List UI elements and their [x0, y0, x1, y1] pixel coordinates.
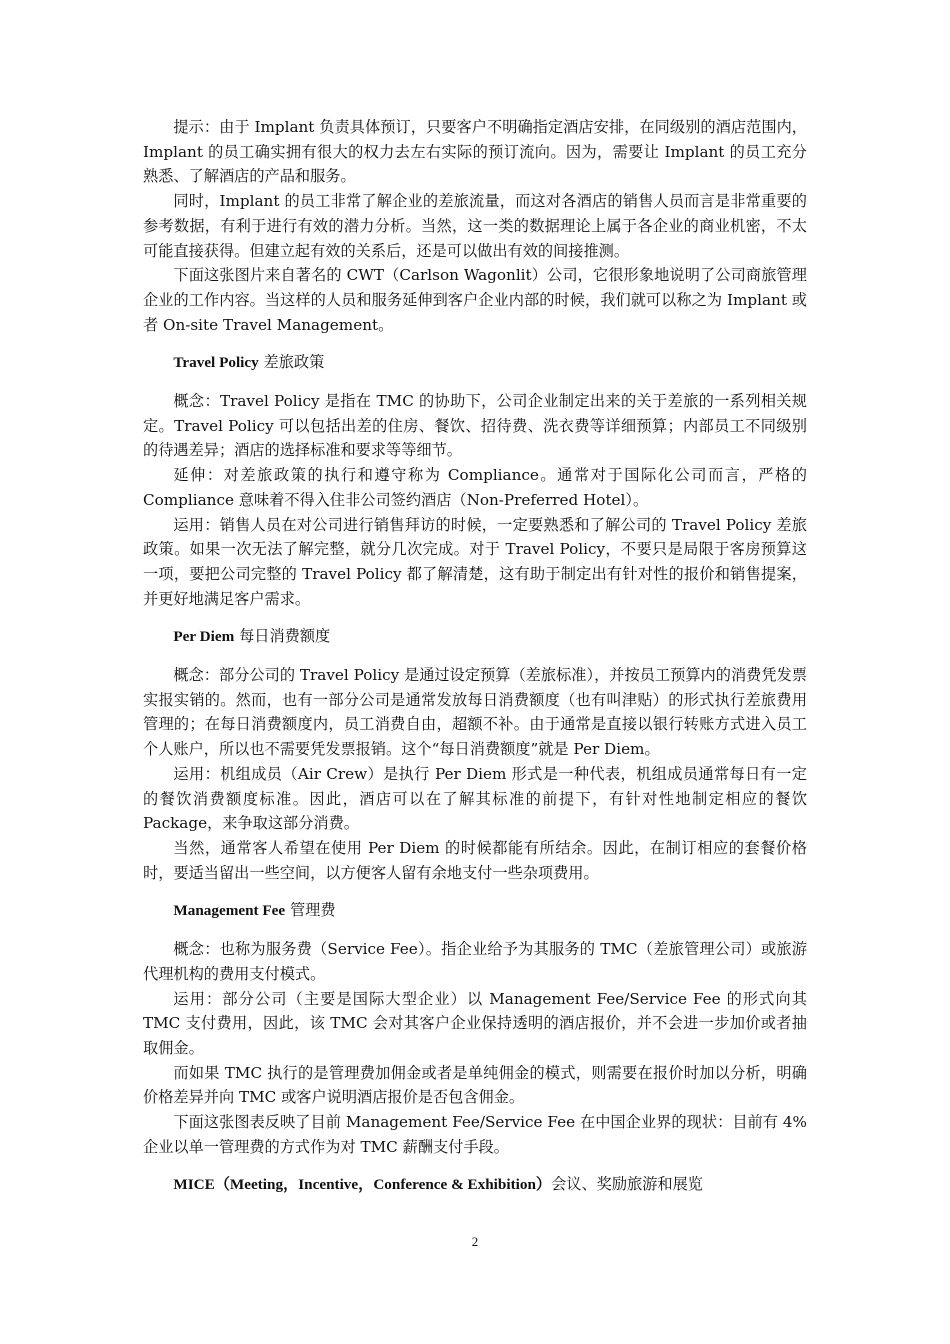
heading-travel-policy-en: Travel Policy — [173, 354, 259, 372]
heading-per-diem-en: Per Diem — [173, 628, 235, 646]
heading-mice — [143, 1159, 807, 1211]
paragraph-per-diem-usage: 运用：机组成员（Air Crew）是执行 Per Diem 形式是一种代表，机组成员通常每日有一定的餐饮消费额度标准。因此，酒店可以在了解其标准的前提下，有针对性地制定相应的餐饮 Package，来争取这部分消费。 — [143, 764, 807, 833]
paragraph-cwt-image: 下面这张图片来自著名的 CWT（Carlson Wagonlit）公司，它很形象地说明了公司商旅管理企业的工作内容。当这样的人员和服务延伸到客户企业内部的时候，我们就可以称之为 Implant 或者 On-site Travel Management。 — [143, 266, 807, 334]
page-content — [143, 115, 807, 1211]
paragraph-per-diem-note: 当然，通常客人希望在使用 Per Diem 的时候都能有所结余。因此，在制订相应的套餐价格时，要适当留出一些空间，以方便客人留有余地支付一些杂项费用。 — [143, 838, 807, 882]
heading-travel-policy — [143, 337, 807, 389]
heading-per-diem-cn: 每日消费额度 — [234, 627, 331, 646]
heading-travel-policy-cn: 差旅政策 — [258, 353, 325, 372]
heading-mice-en: MICE（Meeting，Incentive，Conference & Exhibition） — [173, 1176, 552, 1194]
heading-mice-cn: 会议、奖励旅游和展览 — [551, 1175, 703, 1194]
paragraph-travel-policy-concept: 概念：Travel Policy 是指在 TMC 的协助下，公司企业制定出来的关于差旅的一系列相关规定。Travel Policy 可以包括出差的住房、餐饮、招待费、洗衣费等详细预算；内部员工不同级别的待遇差异；酒店的选择标准和要求等等细节。 — [143, 392, 807, 460]
paragraph-management-fee-usage: 运用：部分公司（主要是国际大型企业）以 Management Fee/Service Fee 的形式向其 TMC 支付费用，因此，该 TMC 会对其客户企业保持透明的酒店报价，并不会进一步加价或者抽取佣金。 — [143, 989, 807, 1057]
heading-management-fee-en: Management Fee — [173, 902, 286, 920]
paragraph-implant-traffic: 同时，Implant 的员工非常了解企业的差旅流量，而这对各酒店的销售人员而言是非常重要的参考数据，有利于进行有效的潜力分析。当然，这一类的数据理论上属于各企业的商业机密，不太可能直接获得。但建立起有效的关系后，还是可以做出有效的间接推测。 — [143, 192, 807, 260]
heading-per-diem — [143, 611, 807, 663]
paragraph-travel-policy-usage: 运用：销售人员在对公司进行销售拜访的时候，一定要熟悉和了解公司的 Travel Policy 差旅政策。如果一次无法了解完整，就分几次完成。对于 Travel Policy，不要只是局限于客房预算这一项，要把公司完整的 Travel Policy 都了解清楚，这有助于制定出有针对性的报价和销售提案，并更好地满足客户需求。 — [143, 515, 807, 608]
paragraph-management-fee-chart-note: 下面这张图表反映了目前 Management Fee/Service Fee 在中国企业界的现状：目前有 4%企业以单一管理费的方式作为对 TMC 薪酬支付手段。 — [143, 1113, 807, 1156]
paragraph-travel-policy-extension: 延伸：对差旅政策的执行和遵守称为 Compliance。通常对于国际化公司而言，严格的 Compliance 意味着不得入住非公司签约酒店（Non-Preferred Hotel）。 — [143, 466, 807, 509]
paragraph-management-fee-commission: 而如果 TMC 执行的是管理费加佣金或者是单纯佣金的模式，则需要在报价时加以分析，明确价格差异并向 TMC 或客户说明酒店报价是否包含佣金。 — [143, 1063, 807, 1107]
heading-management-fee — [143, 885, 807, 937]
heading-management-fee-cn: 管理费 — [285, 901, 336, 920]
paragraph-implant-tip: 提示：由于 Implant 负责具体预订，只要客户不明确指定酒店安排，在同级别的酒店范围内，Implant 的员工确实拥有很大的权力去左右实际的预订流向。因为，需要让 Implant 的员工充分熟悉、了解酒店的产品和服务。 — [143, 118, 807, 186]
paragraph-per-diem-concept: 概念：部分公司的 Travel Policy 是通过设定预算（差旅标准），并按员工预算内的消费凭发票实报实销的。然而，也有一部分公司是通常发放每日消费额度（也有叫津贴）的形式执行差旅费用管理的；在每日消费额度内，员工消费自由，超额不补。由于通常是直接以银行转账方式进入员工个人账户，所以也不需要凭发票报销。这个“每日消费额度”就是 Per Diem。 — [143, 666, 807, 759]
page-number: 2 — [471, 1234, 479, 1249]
paragraph-management-fee-concept: 概念：也称为服务费（Service Fee）。指企业给予为其服务的 TMC（差旅管理公司）或旅游代理机构的费用支付模式。 — [143, 940, 807, 983]
